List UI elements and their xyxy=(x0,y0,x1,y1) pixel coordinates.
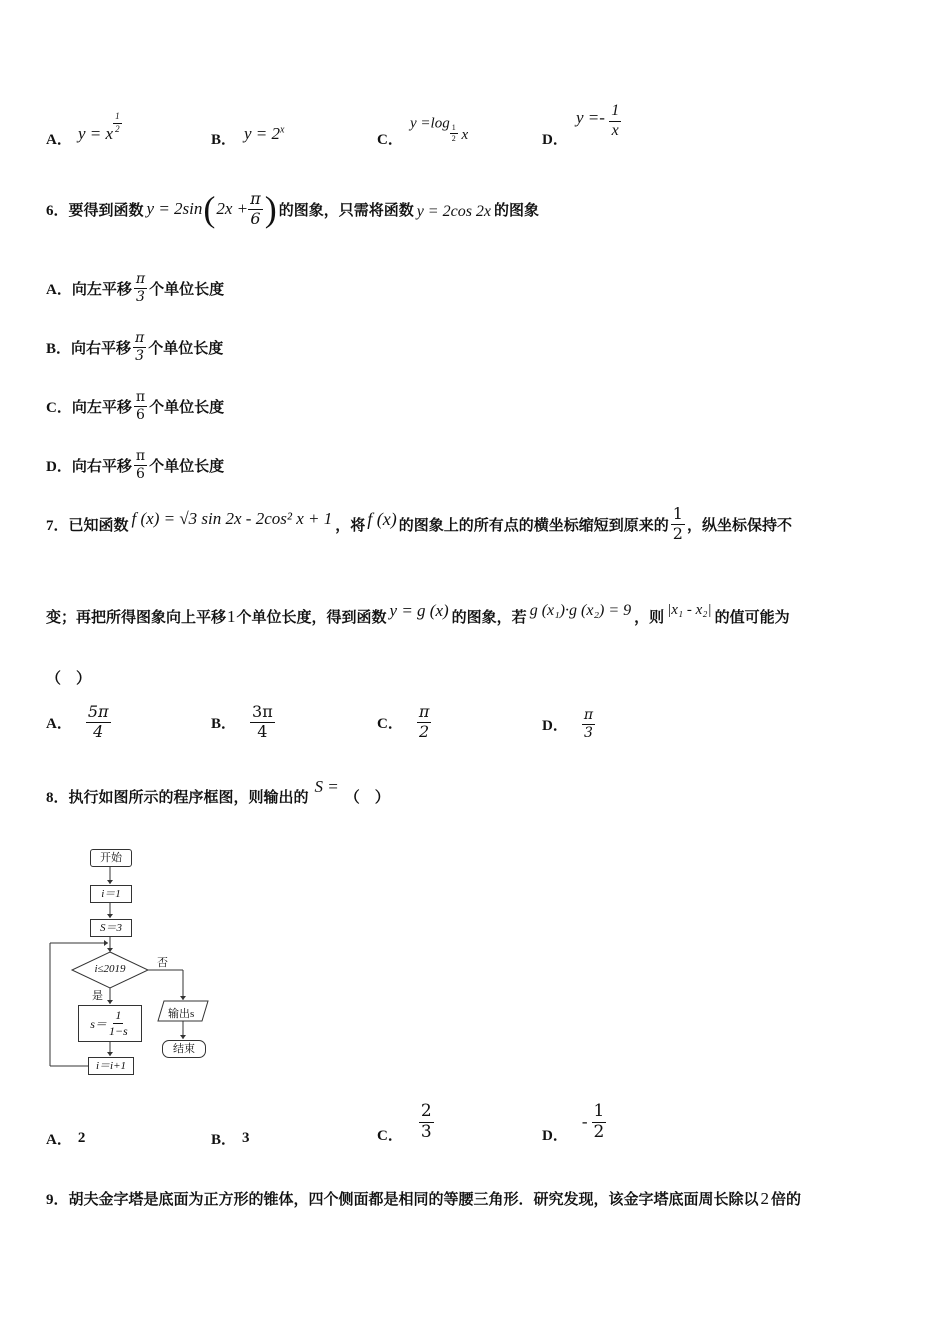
q6-option-b: B． 向右平移 $\frac{\pi}{3}$ 个单位长度 xyxy=(46,330,224,364)
q7-option-c: C． $\frac{\pi}{2}$ xyxy=(377,702,430,741)
q7-answer-parentheses: （ ） xyxy=(46,669,92,687)
q6-option-c-label: C． xyxy=(46,399,72,416)
q6-option-a-label: A． xyxy=(46,281,72,298)
q6-option-d: D． 向右平移 $\frac{\pi}{6}$ 个单位长度 xyxy=(46,448,225,482)
q6-option-c: C． 向左平移 $\frac{\pi}{6}$ 个单位长度 xyxy=(46,389,225,423)
q8-option-c: C． $\frac{2}{3}$ xyxy=(377,1101,432,1144)
q5-option-c-label: C． xyxy=(377,132,403,148)
q5-option-c-expr: y =log $\frac{1}{2}$ x xyxy=(410,115,469,144)
q8-option-d: D． - $\frac{1}{2}$ xyxy=(542,1101,605,1144)
flowchart-update-s: s＝ $\frac{1}{1-s}$ xyxy=(78,1005,142,1042)
q5-option-b-label: B． xyxy=(211,132,237,148)
q8-option-a: A． 2 xyxy=(46,1130,86,1148)
flowchart-start: 开始 xyxy=(90,849,132,867)
q7-function-definition: f (x) = √3 sin 2x - 2cos² x + 1 xyxy=(131,509,333,529)
flowchart-no-label: 否 xyxy=(157,957,168,969)
q7-stem-line2: 变；再把所得图象向上平移 1 个单位长度，得到函数 y = g (x) 的图象，若 g (x₁)·g (x₂) = 9 ，则 |x₁ - x₂| 的值可能为 xyxy=(46,600,790,626)
flowchart-output: 输出s xyxy=(168,1008,195,1020)
q8-stem: 8． 执行如图所示的程序框图，则输出的 S = （ ） xyxy=(46,776,390,806)
flowchart-init-s: S＝3 xyxy=(90,919,132,937)
q7-option-a: A． $\frac{5\pi}{4}$ xyxy=(46,702,109,741)
flowchart-condition: i≤2019 xyxy=(94,963,126,975)
q5-option-d-label: D． xyxy=(542,132,568,148)
q6-option-b-label: B． xyxy=(46,340,72,357)
q5-option-a-label: A． xyxy=(46,132,72,148)
q5-option-d-expr: y =- $\frac{1}{x}$ xyxy=(576,102,620,139)
q7-option-b: B． $\frac{3\pi}{4}$ xyxy=(211,702,273,741)
flowchart-yes-label: 是 xyxy=(92,990,103,1002)
q7-option-d: D． $\frac{\pi}{3}$ xyxy=(542,707,594,741)
q5-option-a-expr: y = x $\frac{1}{2}$ xyxy=(78,111,120,143)
q6-stem: 6． 要得到函数 y = 2sin ( 2x + $\frac{\pi}{6}$ ) 的图象，只需将函数 y = 2cos 2x 的图象 xyxy=(46,188,540,229)
q6-option-d-label: D． xyxy=(46,458,72,475)
flowchart-init-i: i＝1 xyxy=(90,885,132,903)
q5-option-b-expr: $y = 2^x$ xyxy=(244,124,285,143)
q8-option-b: B． 3 xyxy=(211,1130,250,1148)
q9-stem: 9． 胡夫金字塔是底面为正方形的锥体，四个侧面都是相同的等腰三角形．研究发现，该金字塔底面周长除以 2 倍的 xyxy=(46,1188,802,1208)
flowchart-increment: i＝i+1 xyxy=(88,1057,134,1075)
q8-flowchart xyxy=(44,845,214,1080)
q6-option-a: A． 向左平移 $\frac{\pi}{3}$ 个单位长度 xyxy=(46,271,225,305)
flowchart-end: 结束 xyxy=(162,1040,206,1058)
q7-stem-line1: 7． 已知函数 f (x) = √3 sin 2x - 2cos² x + 1 ，将 f (x) 的图象上的所有点的横坐标缩短到原来的 $\frac{1}{2}$ ，纵坐标保持不 xyxy=(46,504,792,543)
